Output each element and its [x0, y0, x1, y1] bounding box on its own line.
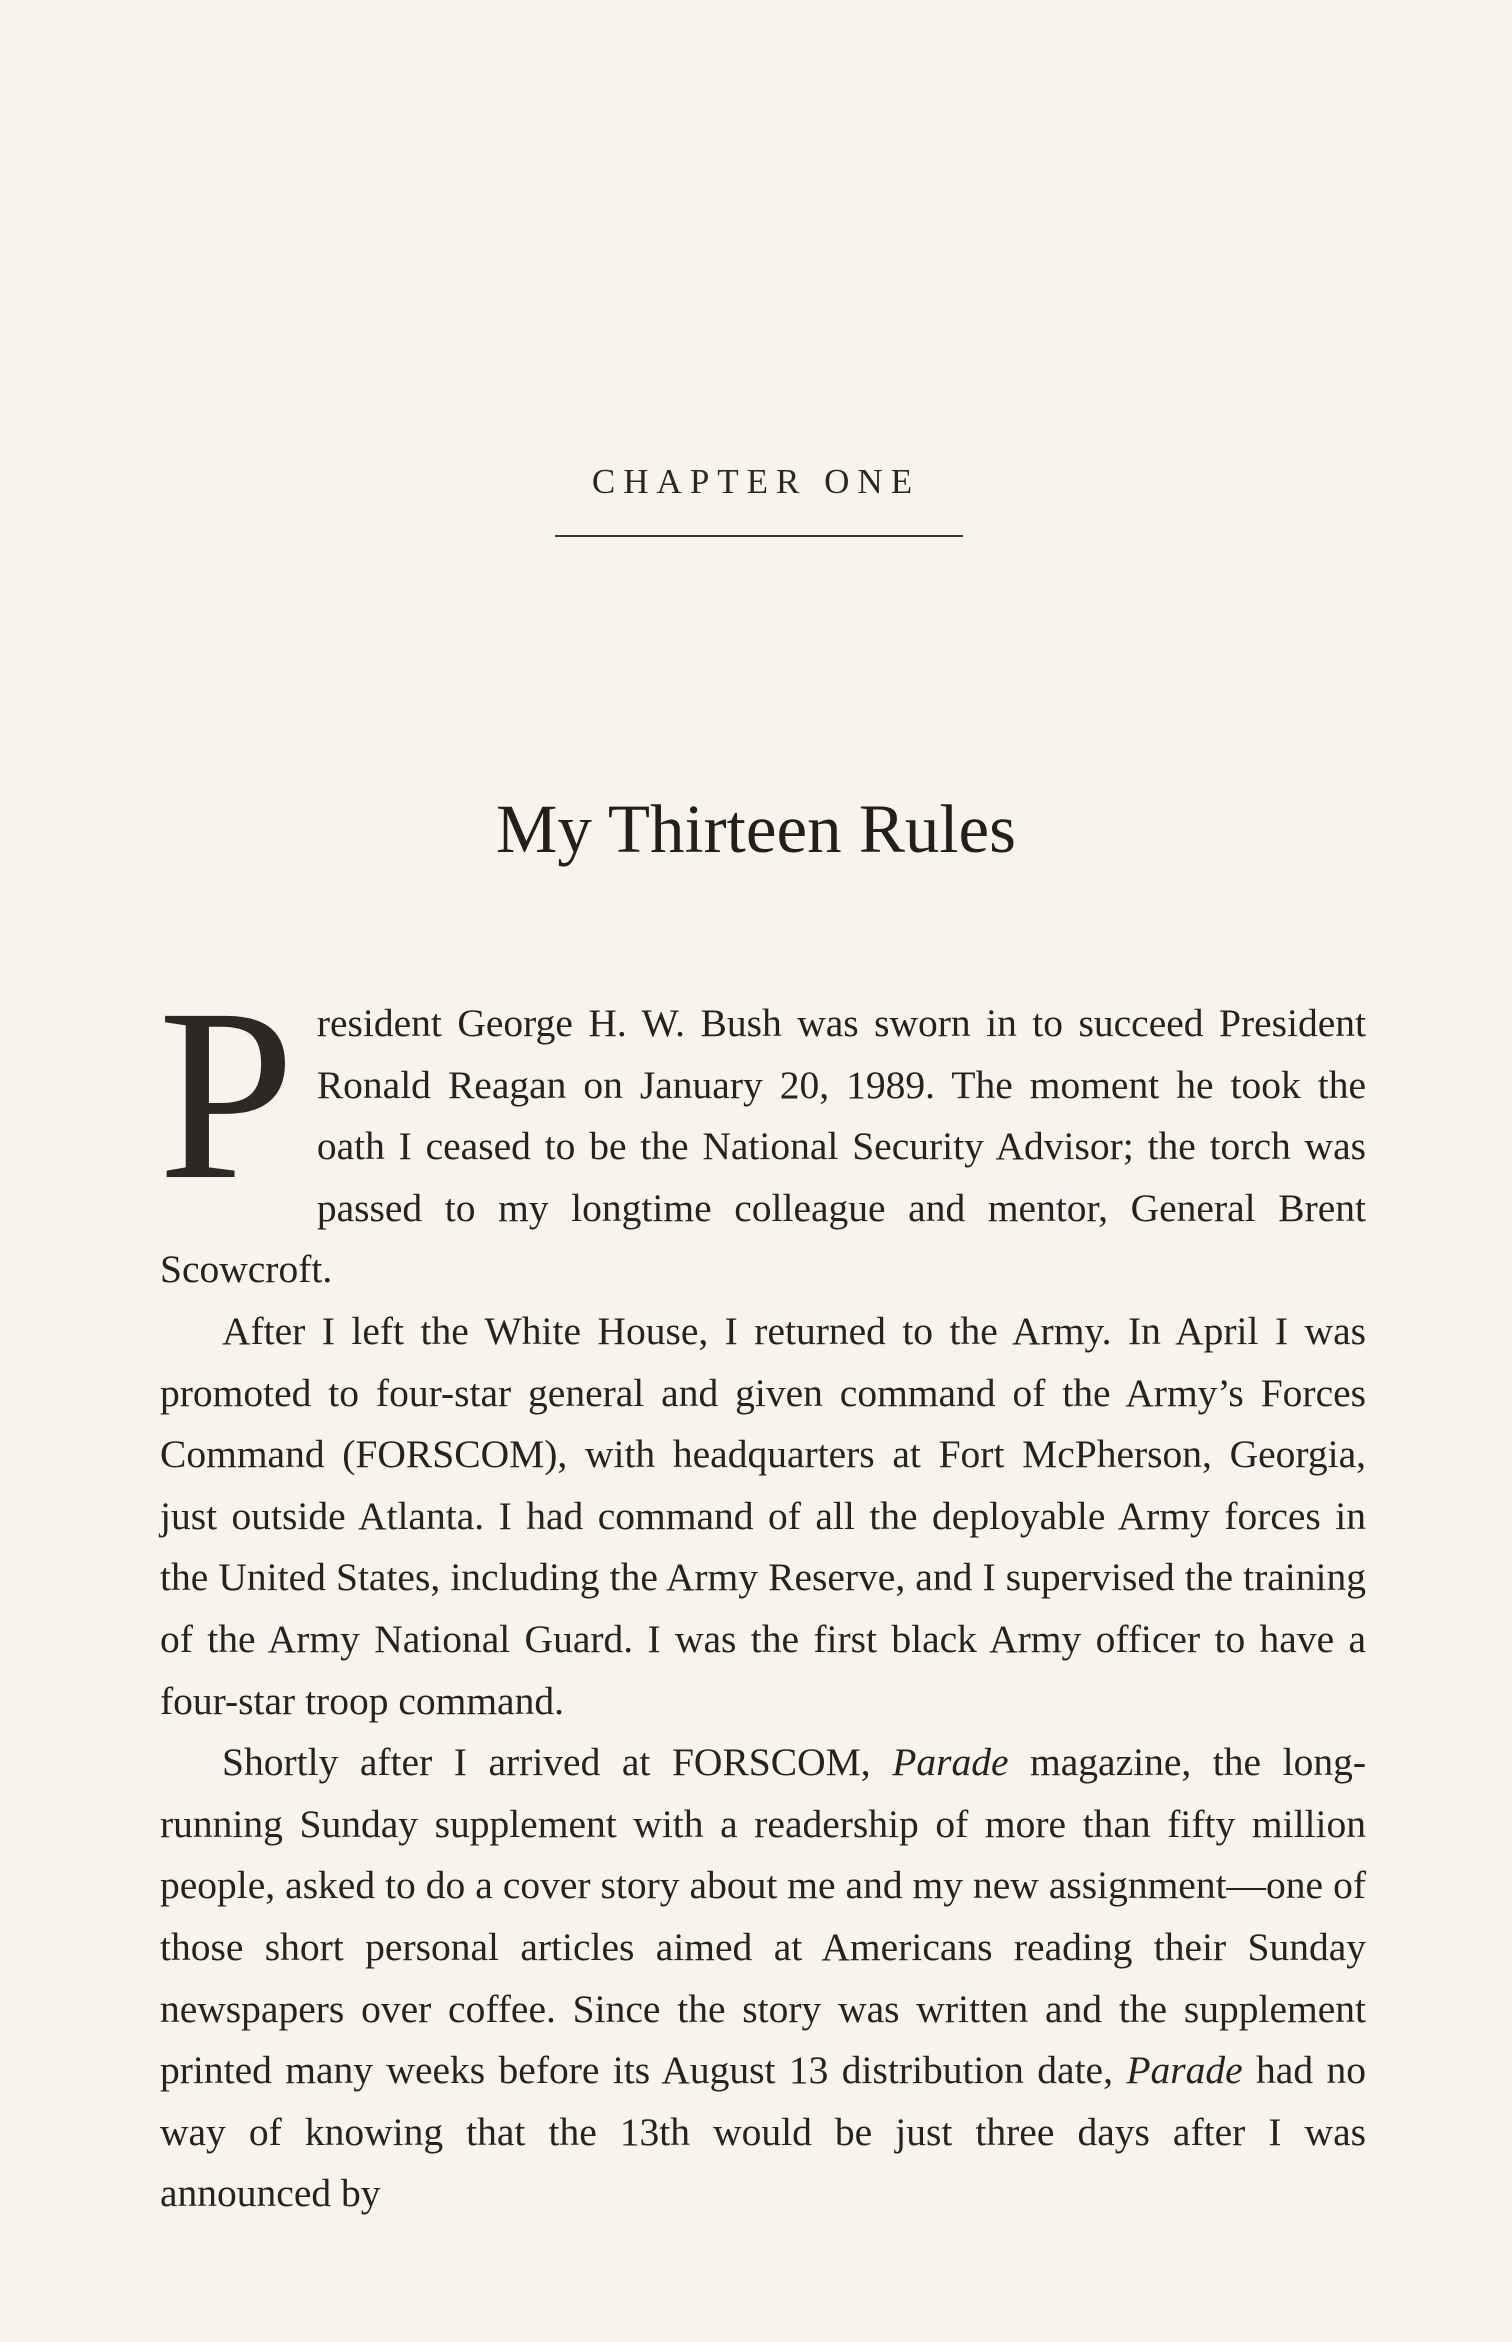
paragraph-3 — [160, 1732, 1366, 2225]
paragraph-3-text-a: Shortly after I arrived at FORSCOM, — [222, 1740, 893, 1785]
chapter-divider — [555, 535, 963, 537]
parade-title-1: Parade — [892, 1740, 1009, 1785]
body-text — [158, 959, 1366, 2225]
parade-title-2: Parade — [1126, 2048, 1243, 2093]
chapter-title: My Thirteen Rules — [496, 791, 1016, 867]
paragraph-1-text: resident George H. W. Bush was sworn in to succeed President Ronald Reagan on January 20, 1989. The moment he took the oath I ceased to be the National Security Advisor; the torch was passed to my longtime colleague and mentor, General Brent Scowcroft. — [160, 1001, 1366, 1292]
chapter-label: CHAPTER ONE — [591, 462, 921, 501]
paragraph-3-text-b: magazine, the long-running Sunday supplement with a readership of more than fifty million people, asked to do a cover story about me and my new assignment—one of those short personal articles aimed at Americans reading their Sunday newspapers over coffee. Since the story was written and the supplement printed many weeks before its August 13 distribution date, — [160, 1740, 1366, 2093]
paragraph-3-text-c: had no way of knowing that the 13th would be just three days after I was announced by — [160, 2048, 1366, 2216]
drop-cap: P — [158, 959, 295, 1231]
paragraph-1 — [158, 959, 1366, 1301]
paragraph-2: After I left the White House, I returned to the Army. In April I was promoted to four-star general and given command of the Army’s Forces Command (FORSCOM), with headquarters at Fort McPherson, Georgia, just outside Atlanta. I had command of all the deployable Army forces in the United States, including the Army Reserve, and I supervised the training of the Army National Guard. I was the first black Army officer to have a four-star troop command. — [160, 1308, 1366, 1723]
